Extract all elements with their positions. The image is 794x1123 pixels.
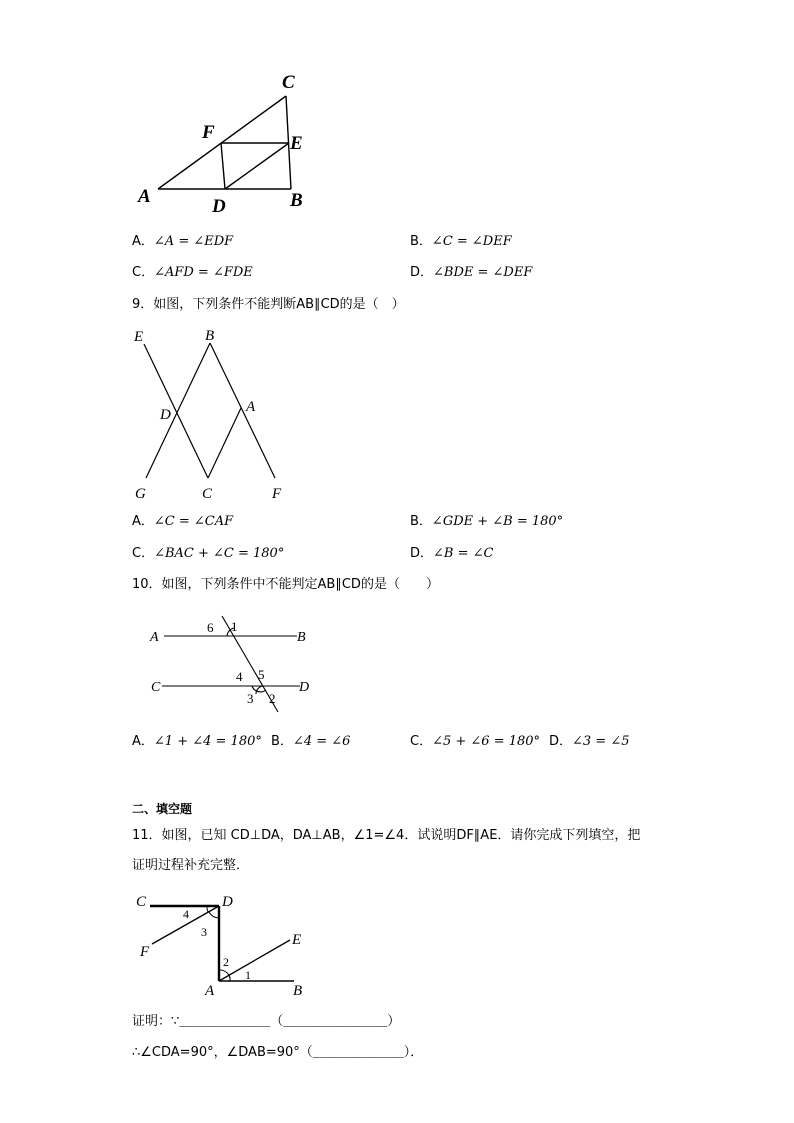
angle-arc-3 — [256, 686, 263, 694]
q10-stem: 10．如图，下列条件中不能判定AB∥CD的是（ ） — [132, 577, 439, 592]
angle-label-5: 5 — [258, 667, 265, 682]
segment-DE — [225, 143, 289, 189]
q9-option-a[interactable] — [132, 514, 233, 530]
q8-option-d[interactable] — [410, 265, 532, 281]
q10-option-c[interactable] — [410, 734, 540, 750]
option-letter: A． — [132, 514, 154, 529]
option-letter: C． — [410, 734, 433, 749]
option-text: ∠BAC + ∠C = 180° — [154, 546, 285, 561]
label-A: A — [246, 399, 256, 415]
label-A: A — [150, 630, 159, 645]
angle-label-2: 2 — [223, 955, 229, 969]
label-G: G — [135, 486, 146, 502]
segment-FD — [221, 143, 225, 189]
option-text: ∠A = ∠EDF — [153, 234, 234, 249]
angle-label-1: 1 — [231, 619, 238, 634]
angle-arc-1 — [229, 975, 230, 981]
option-text: ∠AFD = ∠FDE — [154, 265, 253, 280]
option-letter: B． — [410, 514, 432, 529]
angle-label-6: 6 — [207, 620, 214, 635]
q10-option-d[interactable] — [549, 734, 630, 750]
option-text: ∠1 + ∠4 = 180° — [153, 734, 262, 749]
label-E: E — [290, 133, 303, 154]
option-text: ∠C = ∠DEF — [431, 234, 512, 249]
section-title: 二、填空题 — [132, 802, 193, 816]
q10-option-b[interactable] — [271, 734, 350, 750]
label-F: F — [202, 122, 215, 143]
label-C: C — [282, 72, 295, 93]
segment-AE — [219, 940, 290, 981]
option-text: ∠4 = ∠6 — [292, 734, 351, 749]
angle-label-3: 3 — [201, 925, 207, 939]
label-C: C — [151, 680, 161, 695]
q11-figure — [130, 888, 320, 1002]
angle-arc-3 — [209, 912, 219, 918]
q10-option-a[interactable] — [132, 734, 262, 750]
option-text: ∠C = ∠CAF — [153, 514, 234, 529]
q8-option-b[interactable] — [410, 234, 512, 250]
option-letter: A． — [132, 234, 154, 249]
q8-option-c[interactable] — [132, 265, 253, 281]
segment-B-F — [210, 343, 275, 478]
q9-option-d[interactable] — [410, 546, 493, 562]
label-C: C — [202, 486, 213, 502]
option-letter: D． — [549, 734, 573, 749]
label-B: B — [297, 630, 306, 645]
q8-figure — [120, 62, 340, 222]
q10-figure — [140, 608, 320, 716]
label-F: F — [140, 944, 150, 960]
option-text: ∠5 + ∠6 = 180° — [432, 734, 541, 749]
label-B: B — [290, 190, 303, 211]
label-E: E — [292, 932, 302, 948]
q9-option-b[interactable] — [410, 514, 563, 530]
angle-label-4: 4 — [183, 907, 189, 921]
option-letter: D． — [410, 546, 434, 561]
segment-G-B — [146, 343, 210, 478]
label-D: D — [299, 680, 310, 695]
option-text: ∠B = ∠C — [433, 546, 494, 561]
label-D: D — [160, 407, 171, 423]
option-letter: C． — [132, 546, 155, 561]
label-A: A — [138, 186, 151, 207]
option-letter: A． — [132, 734, 154, 749]
label-B: B — [205, 328, 215, 344]
q9-stem: 9．如图，下列条件不能判断AB∥CD的是（ ） — [132, 297, 405, 312]
label-B: B — [293, 983, 303, 999]
angle-label-1: 1 — [245, 968, 251, 982]
option-text: ∠GDE + ∠B = 180° — [431, 514, 564, 529]
option-letter: D． — [410, 265, 434, 280]
label-D: D — [212, 196, 226, 217]
option-letter: B． — [271, 734, 293, 749]
option-text: ∠BDE = ∠DEF — [433, 265, 533, 280]
angle-label-3: 3 — [247, 691, 254, 706]
q9-option-c[interactable] — [132, 546, 284, 562]
angle-arc-2 — [219, 970, 229, 975]
label-F: F — [272, 486, 282, 502]
q11-stem-line2: 证明过程补充完整． — [132, 858, 250, 873]
option-letter: B． — [410, 234, 432, 249]
segment-C-A — [208, 408, 241, 478]
label-A: A — [205, 983, 215, 999]
angle-label-2: 2 — [269, 691, 276, 706]
q11-proof-line2: ∴∠CDA=90°，∠DAB=90°（＿＿＿＿＿＿＿）． — [132, 1045, 424, 1060]
label-E: E — [134, 329, 144, 345]
option-letter: C． — [132, 265, 155, 280]
label-D: D — [222, 894, 233, 910]
q11-stem-line1: 11．如图，已知 CD⊥DA，DA⊥AB，∠1=∠4．试说明DF∥AE．请你完成下列填空，把 — [132, 828, 641, 843]
segment-E-C — [144, 344, 208, 478]
label-C: C — [136, 894, 147, 910]
q8-option-a[interactable] — [132, 234, 233, 250]
q9-figure — [128, 322, 298, 504]
option-text: ∠3 = ∠5 — [572, 734, 630, 749]
q11-proof-line1: 证明：∵＿＿＿＿＿＿＿（＿＿＿＿＿＿＿＿） — [132, 1014, 401, 1029]
angle-label-4: 4 — [236, 669, 243, 684]
